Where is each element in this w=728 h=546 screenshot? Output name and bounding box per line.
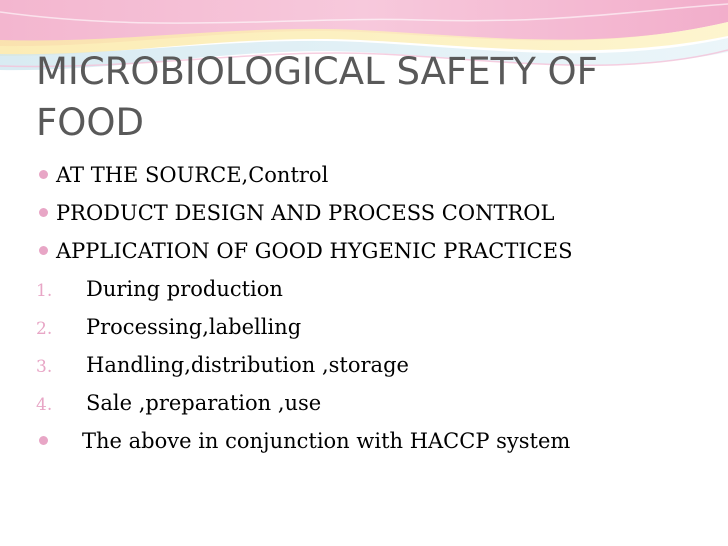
list-item-text: The above in conjunction with HACCP system <box>82 429 571 453</box>
list-item-text: PRODUCT DESIGN AND PROCESS CONTROL <box>56 201 555 225</box>
list-item <box>36 312 716 350</box>
bullet-icon <box>39 170 48 179</box>
list-item <box>36 236 716 274</box>
list-item <box>36 426 716 464</box>
list-number: 3. <box>36 357 53 377</box>
list-item <box>36 198 716 236</box>
list-item-text: AT THE SOURCE,Control <box>56 163 329 187</box>
list-number: 2. <box>36 319 53 339</box>
bullet-icon <box>39 436 48 445</box>
bullet-icon <box>39 246 48 255</box>
list-item <box>36 388 716 426</box>
slide-title: MICROBIOLOGICAL SAFETY OF FOOD <box>36 50 598 144</box>
bullet-list <box>36 160 716 464</box>
bullet-icon <box>39 208 48 217</box>
list-item-text: During production <box>86 277 283 301</box>
list-item-text: Handling,distribution ,storage <box>86 353 409 377</box>
list-number: 1. <box>36 281 53 301</box>
list-item <box>36 160 716 198</box>
list-item-text: Sale ,preparation ,use <box>86 391 322 415</box>
list-item-text: Processing,labelling <box>86 315 302 339</box>
list-number: 4. <box>36 395 53 415</box>
list-item <box>36 350 716 388</box>
list-item-text: APPLICATION OF GOOD HYGENIC PRACTICES <box>56 239 573 263</box>
list-item <box>36 274 716 312</box>
